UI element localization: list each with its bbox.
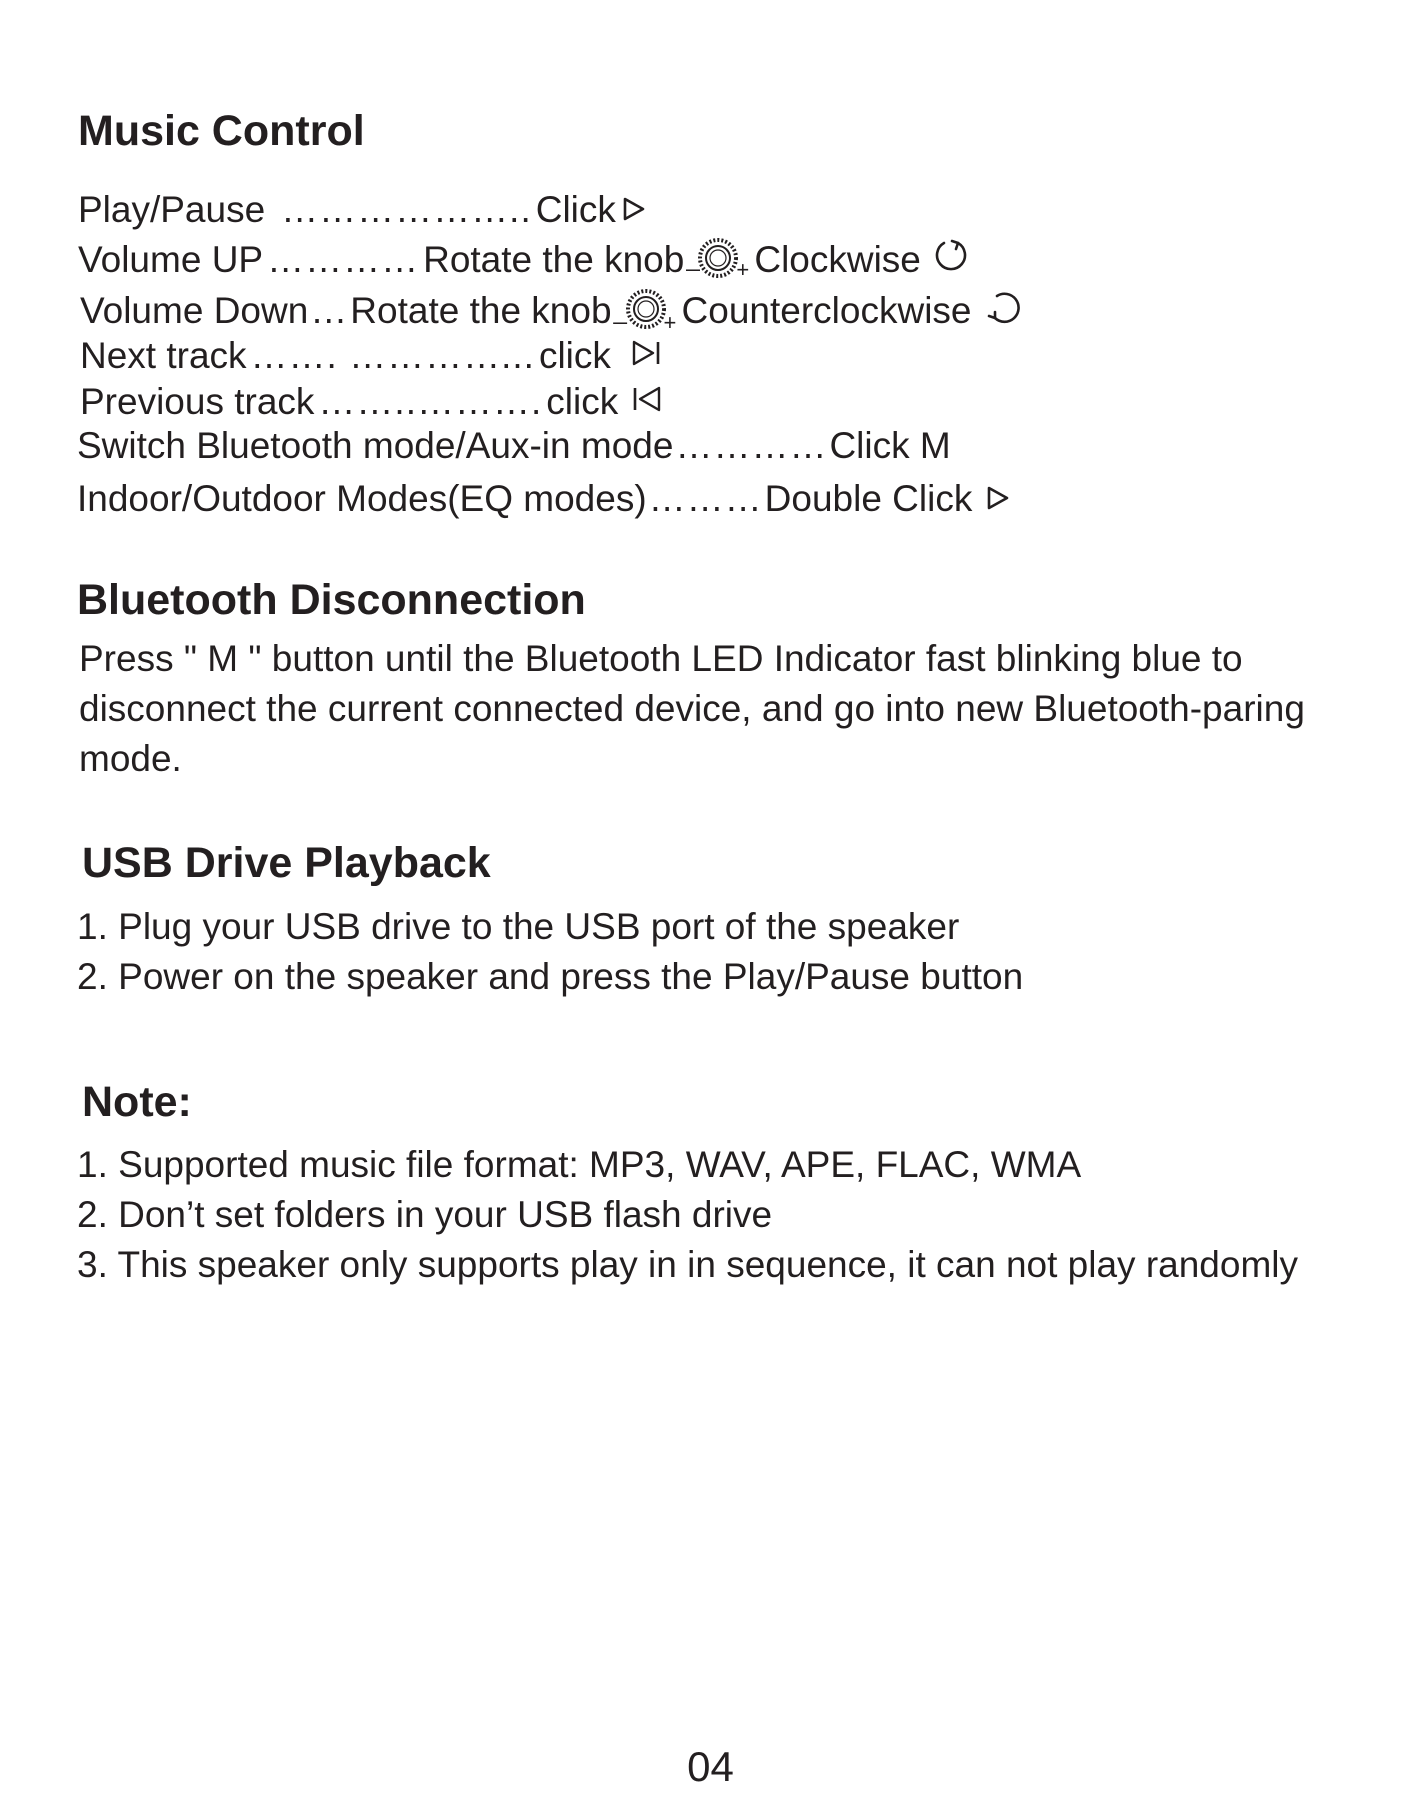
control-row-play-pause	[78, 191, 646, 228]
leader-dots: …………	[675, 425, 828, 466]
list-item: 1. Plug your USB drive to the USB port of the speaker	[77, 906, 960, 947]
control-row-volume-down	[80, 287, 1024, 333]
counterclockwise-arrow-icon	[984, 287, 1024, 333]
clockwise-arrow-icon	[931, 236, 971, 282]
control-label: Volume UP	[78, 238, 264, 280]
control-row-next-track	[80, 337, 663, 374]
knob-minus-mark: _	[613, 298, 627, 325]
control-action: Rotate the knob	[423, 238, 685, 280]
paragraph-line: disconnect the current connected device, and go into new Bluetooth-paring	[79, 688, 1305, 729]
paragraph-line: Press " M " button until the Bluetooth LED Indicator fast blinking blue to	[79, 638, 1243, 679]
control-label: Volume Down	[80, 289, 309, 331]
control-label: Previous track	[80, 381, 315, 422]
knob-icon	[686, 237, 750, 282]
control-row-switch-mode	[77, 427, 951, 464]
leader-dots: ……..……….	[318, 381, 543, 422]
paragraph-line: mode.	[79, 738, 182, 779]
bluetooth-disconnection-text	[79, 634, 1379, 784]
leader-dots: ……. …………...	[250, 335, 535, 376]
music-control-heading: Music Control	[78, 107, 365, 155]
control-action: Double Click	[764, 478, 973, 519]
control-row-previous-track	[80, 383, 662, 420]
list-item: 3. This speaker only supports play in in sequence, it can not play randomly	[77, 1244, 1298, 1285]
bluetooth-disconnection-heading: Bluetooth Disconnection	[77, 576, 586, 624]
control-label: Switch Bluetooth mode/Aux-in mode	[77, 425, 674, 466]
control-label: Indoor/Outdoor Modes(EQ modes)	[77, 478, 647, 519]
list-item: 2. Don’t set folders in your USB flash drive	[77, 1194, 773, 1235]
play-icon	[986, 480, 1010, 517]
list-item: 1. Supported music file format: MP3, WAV, APE, FLAC, WMA	[77, 1144, 1082, 1185]
play-icon	[622, 191, 646, 228]
note-heading: Note:	[82, 1078, 192, 1126]
control-label: Next track	[80, 335, 247, 376]
leader-dots: …………	[267, 238, 420, 280]
control-action: Rotate the knob	[350, 289, 612, 331]
control-direction: Clockwise	[754, 238, 921, 280]
page-number: 04	[687, 1743, 734, 1790]
note-list	[77, 1140, 1377, 1290]
previous-track-icon	[630, 383, 662, 420]
list-item: 2. Power on the speaker and press the Play/Pause button	[77, 956, 1024, 997]
next-track-icon	[631, 337, 663, 374]
leader-dots: ………………..	[281, 189, 532, 230]
control-label: Play/Pause	[78, 189, 266, 230]
knob-plus-mark: +	[663, 310, 677, 335]
leader-dots: ………	[648, 478, 763, 519]
control-row-eq-modes	[77, 480, 1010, 517]
control-action: Click	[535, 189, 616, 230]
usb-playback-heading: USB Drive Playback	[82, 839, 491, 887]
control-row-volume-up	[78, 236, 971, 282]
control-action: click	[538, 335, 611, 376]
control-action: Click M	[829, 425, 951, 466]
usb-playback-steps	[77, 902, 1377, 1002]
leader-dots: …	[310, 289, 349, 331]
knob-minus-mark: _	[686, 245, 700, 272]
knob-icon	[613, 288, 677, 335]
knob-plus-mark: +	[736, 257, 750, 282]
control-direction: Counterclockwise	[681, 289, 972, 331]
control-action: click	[546, 381, 619, 422]
